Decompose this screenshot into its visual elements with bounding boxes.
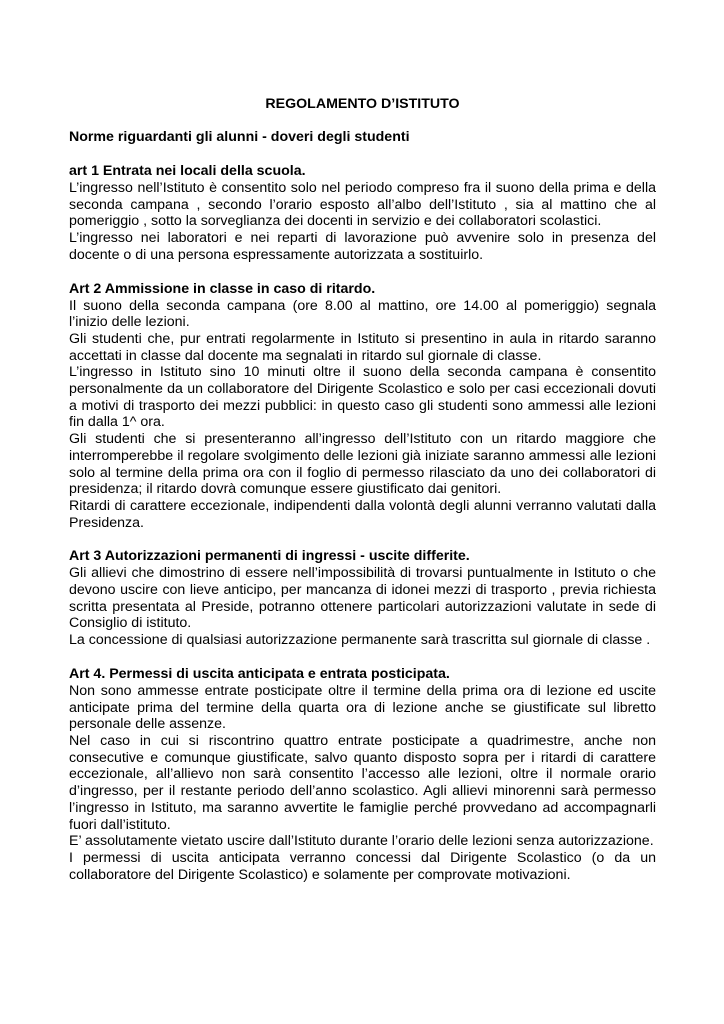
paragraph: Non sono ammesse entrate posticipate oltre il termine della prima ora di lezione ed uscite anticipate prima del termine della quarta ora di lezione anche se giustificate sul libretto personale delle assenze. xyxy=(69,682,656,733)
paragraph: Nel caso in cui si riscontrino quattro entrate posticipate a quadrimestre, anche non consecutive e comunque giustificate, salvo quanto disposto sopra per i ritardi di carattere eccezionale, all’allievo non sarà consentito l’accesso alle lezioni, oltre il normale orario d’ingresso, per il restante periodo dell’anno scolastico. Agli allievi minorenni sarà permesso l’ingresso in Istituto, ma saranno avvertite le famiglie perché provvedano ad accompagnarli fuori dall’istituto. xyxy=(69,732,656,833)
document-title: REGOLAMENTO D’ISTITUTO xyxy=(265,96,460,112)
section-heading: Art 4. Permessi di uscita anticipata e entrata posticipata. xyxy=(69,665,450,682)
paragraph: L’ingresso nell’Istituto è consentito solo nel periodo compreso fra il suono della prima e della seconda campana , secondo l’orario esposto all’albo dell’Istituto , sia al mattino che al pomeriggio , sotto la sorveglianza dei docenti in servizio e dei collaboratori scolastici. xyxy=(69,180,656,230)
paragraph: Gli studenti che, pur entrati regolarmente in Istituto si presentino in aula in ritardo saranno accettati in classe dal docente ma segnalati in ritardo sul giornale di classe. xyxy=(69,330,656,364)
section-heading: Art 3 Autorizzazioni permanenti di ingressi - uscite differite. xyxy=(69,548,470,565)
paragraph: La concessione di qualsiasi autorizzazione permanente sarà trascritta sul giornale di classe . xyxy=(69,632,651,649)
section-art-3 xyxy=(69,548,656,649)
section-art-1 xyxy=(69,163,656,264)
document-subtitle: Norme riguardanti gli alunni - doveri degli studenti xyxy=(69,129,410,145)
paragraph: E’ assolutamente vietato uscire dall’Istituto durante l’orario delle lezioni senza autorizzazione. xyxy=(69,833,654,850)
section-heading: art 1 Entrata nei locali della scuola. xyxy=(69,163,306,179)
paragraph: Il suono della seconda campana (ore 8.00 al mattino, ore 14.00 al pomeriggio) segnala l’inizio delle lezioni. xyxy=(69,297,656,331)
section-art-2 xyxy=(69,281,656,532)
paragraph: Gli allievi che dimostrino di essere nell’impossibilità di trovarsi puntualmente in Istituto o che devono uscire con lieve anticipo, per mancanza di idonei mezzi di trasporto , previa richiesta scritta presentata al Preside, potranno ottenere particolari autorizzazioni valutate in sede di Consiglio di istituto. xyxy=(69,565,656,632)
section-heading: Art 2 Ammissione in classe in caso di ritardo. xyxy=(69,280,376,297)
paragraph: L’ingresso nei laboratori e nei reparti di lavorazione può avvenire solo in presenza del docente o di una persona espressamente autorizzata a sostituirlo. xyxy=(69,230,656,263)
paragraph: I permessi di uscita anticipata verranno concessi dal Dirigente Scolastico (o da un collaboratore del Dirigente Scolastico) e solamente per comprovate motivazioni. xyxy=(69,849,656,883)
paragraph: Gli studenti che si presenteranno all’ingresso dell’Istituto con un ritardo maggiore che interromperebbe il regolare svolgimento delle lezioni già iniziate saranno ammessi alle lezioni solo al termine della prima ora con il foglio di permesso rilasciato da uno dei collaboratori di presidenza; il ritardo dovrà comunque essere giustificato dai genitori. xyxy=(69,431,656,498)
paragraph: Ritardi di carattere eccezionale, indipendenti dalla volontà degli alunni verranno valutati dalla Presidenza. xyxy=(69,497,656,531)
paragraph: L’ingresso in Istituto sino 10 minuti oltre il suono della seconda campana è consentito personalmente da un collaboratore del Dirigente Scolastico e solo per casi eccezionali dovuti a motivi di trasporto dei mezzi pubblici: in questo caso gli studenti sono ammessi alle lezioni fin dalla 1^ ora. xyxy=(69,364,656,431)
section-art-4 xyxy=(69,666,656,883)
document-page xyxy=(69,96,656,900)
